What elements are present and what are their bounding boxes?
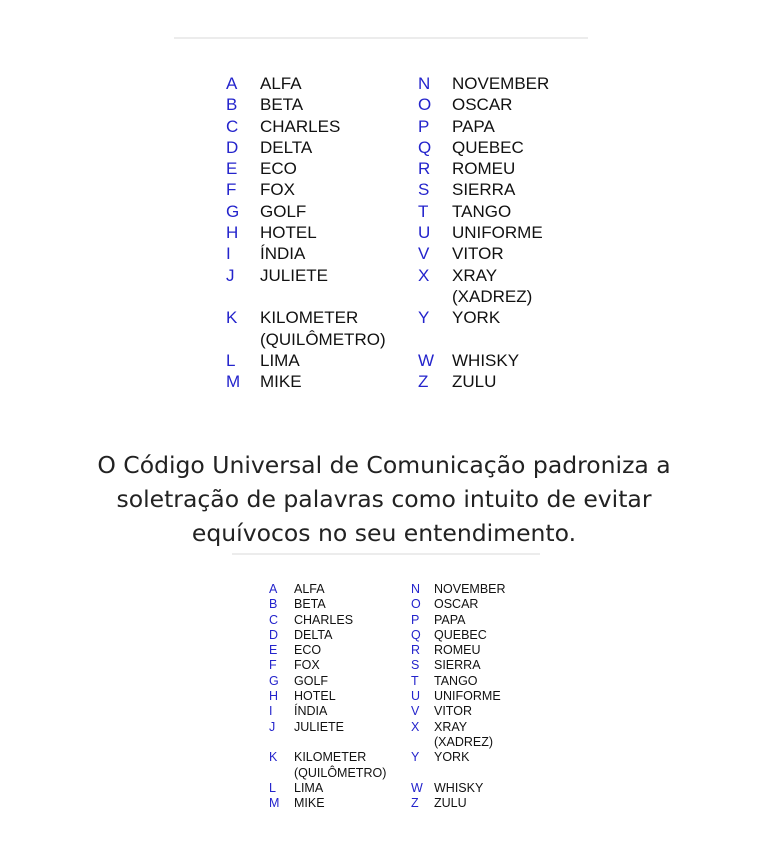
alphabet-right-word: SIERRA bbox=[434, 658, 481, 673]
alphabet-right-letter: U bbox=[418, 223, 431, 243]
alphabet-left-letter: H bbox=[226, 223, 239, 243]
alphabet-left-letter: E bbox=[226, 159, 238, 179]
alphabet-right-word: (XADREZ) bbox=[452, 286, 533, 306]
alphabet-left-letter: C bbox=[269, 612, 279, 627]
alphabet-right-letter: R bbox=[418, 159, 431, 179]
alphabet-right-word: NOVEMBER bbox=[452, 74, 550, 93]
alphabet-left-word: ALFA bbox=[294, 582, 325, 596]
alphabet-left-letter: D bbox=[269, 627, 279, 642]
alphabet-left-word: GOLF bbox=[260, 201, 307, 221]
alphabet-right-letter: N bbox=[411, 582, 421, 596]
alphabet-left-letter bbox=[226, 329, 260, 350]
alphabet-right-word: YORK bbox=[452, 308, 501, 328]
alphabet-left-word: LIMA bbox=[294, 780, 324, 795]
alphabet-left-word: MIKE bbox=[260, 372, 302, 392]
alphabet-right-letter: S bbox=[418, 180, 430, 200]
alphabet-left-word: JULIETE bbox=[294, 719, 345, 734]
alphabet-left-word bbox=[260, 286, 418, 307]
caption-line-2: soletração de palavras como intuito de evitar bbox=[116, 485, 652, 513]
alphabet-right-letter bbox=[411, 735, 434, 750]
alphabet-left-word: DELTA bbox=[260, 137, 313, 157]
alphabet-right-word: XRAY bbox=[452, 265, 498, 285]
alphabet-left-word: BETA bbox=[260, 95, 304, 115]
alphabet-right-word: VITOR bbox=[434, 704, 472, 719]
alphabet-left-letter: D bbox=[226, 137, 239, 157]
alphabet-right-letter: U bbox=[411, 689, 421, 704]
alphabet-left-letter: M bbox=[226, 372, 241, 392]
alphabet-left-letter: E bbox=[269, 643, 278, 658]
alphabet-left-letter bbox=[226, 286, 260, 307]
alphabet-right-word: UNIFORME bbox=[434, 689, 501, 704]
alphabet-right-word: ZULU bbox=[452, 372, 497, 392]
alphabet-right-word: YORK bbox=[434, 750, 470, 765]
alphabet-left-letter: F bbox=[226, 180, 237, 200]
alphabet-left-word: KILOMETER bbox=[260, 308, 359, 328]
alphabet-right-word: (XADREZ) bbox=[434, 734, 494, 749]
alphabet-right-letter: X bbox=[418, 265, 430, 285]
alphabet-right-letter: N bbox=[418, 74, 431, 93]
alphabet-right-letter: Y bbox=[418, 308, 430, 328]
alphabet-left-letter: I bbox=[226, 244, 231, 264]
alphabet-right-word: PAPA bbox=[434, 612, 466, 627]
alphabet-right-word: ZULU bbox=[434, 796, 467, 811]
alphabet-left-word: KILOMETER bbox=[294, 750, 367, 765]
alphabet-right-word: WHISKY bbox=[452, 350, 520, 370]
alphabet-right-word bbox=[452, 329, 602, 350]
alphabet-left-word: LIMA bbox=[260, 350, 300, 370]
caption-text bbox=[0, 448, 768, 550]
alphabet-left-word: ECO bbox=[260, 159, 297, 179]
alphabet-right-letter: P bbox=[418, 116, 430, 136]
alphabet-left-letter: B bbox=[269, 597, 278, 612]
alphabet-left-letter: B bbox=[226, 95, 238, 115]
alphabet-left-letter: I bbox=[269, 704, 273, 719]
alphabet-right-letter: Q bbox=[418, 137, 432, 157]
alphabet-right-letter: W bbox=[418, 350, 435, 370]
alphabet-left-word: ALFA bbox=[260, 74, 302, 93]
alphabet-right-letter: Z bbox=[411, 796, 419, 811]
alphabet-left-letter bbox=[269, 766, 294, 781]
alphabet-right-word bbox=[434, 766, 544, 781]
alphabet-right-word: SIERRA bbox=[452, 180, 516, 200]
alphabet-left-word: FOX bbox=[260, 180, 295, 200]
alphabet-left-word bbox=[294, 735, 411, 750]
alphabet-left-letter: J bbox=[269, 719, 276, 734]
alphabet-right-letter: R bbox=[411, 643, 421, 658]
phonetic-alphabet-table-small bbox=[269, 582, 544, 811]
alphabet-left-word: DELTA bbox=[294, 627, 333, 642]
alphabet-right-letter: Q bbox=[411, 627, 421, 642]
alphabet-right-letter: T bbox=[411, 673, 419, 688]
alphabet-left-word: GOLF bbox=[294, 673, 329, 688]
alphabet-left-word: (QUILÔMETRO) bbox=[260, 329, 386, 349]
alphabet-right-letter: S bbox=[411, 658, 420, 673]
alphabet-left-letter: K bbox=[226, 308, 238, 328]
alphabet-right-letter: T bbox=[418, 201, 429, 221]
alphabet-right-letter: O bbox=[411, 597, 421, 612]
alphabet-left-letter: K bbox=[269, 750, 278, 765]
alphabet-left-word: HOTEL bbox=[294, 689, 336, 704]
alphabet-right-letter bbox=[418, 329, 452, 350]
alphabet-right-word: PAPA bbox=[452, 116, 495, 136]
alphabet-left-word: ÍNDIA bbox=[294, 704, 328, 719]
alphabet-right-word: ROMEU bbox=[452, 159, 516, 179]
alphabet-right-word: QUEBEC bbox=[434, 627, 487, 642]
alphabet-left-letter: H bbox=[269, 689, 279, 704]
alphabet-left-word: CHARLES bbox=[294, 612, 354, 627]
alphabet-right-word: QUEBEC bbox=[452, 137, 524, 157]
alphabet-right-letter: W bbox=[411, 780, 423, 795]
alphabet-right-word: OSCAR bbox=[452, 95, 513, 115]
top-divider bbox=[174, 37, 588, 39]
alphabet-left-word: HOTEL bbox=[260, 223, 317, 243]
alphabet-left-letter: G bbox=[226, 201, 240, 221]
alphabet-right-letter: P bbox=[411, 612, 420, 627]
alphabet-left-word: CHARLES bbox=[260, 116, 341, 136]
alphabet-left-letter: M bbox=[269, 796, 280, 811]
alphabet-right-letter bbox=[411, 766, 434, 781]
alphabet-left-word: JULIETE bbox=[260, 265, 329, 285]
alphabet-right-word: TANGO bbox=[452, 201, 512, 221]
alphabet-left-letter: F bbox=[269, 658, 277, 673]
alphabet-left-letter: A bbox=[226, 74, 238, 93]
caption-line-3: equívocos no seu entendimento. bbox=[191, 519, 577, 547]
alphabet-right-letter: X bbox=[411, 719, 420, 734]
alphabet-right-word: XRAY bbox=[434, 719, 468, 734]
alphabet-left-word: (QUILÔMETRO) bbox=[294, 765, 387, 780]
alphabet-right-letter: O bbox=[418, 95, 432, 115]
alphabet-left-letter: J bbox=[226, 265, 235, 285]
alphabet-right-word: UNIFORME bbox=[452, 223, 543, 243]
alphabet-left-word: BETA bbox=[294, 597, 326, 612]
alphabet-right-letter: V bbox=[411, 704, 420, 719]
caption-line-1: O Código Universal de Comunicação padroniza a bbox=[97, 451, 671, 479]
alphabet-right-word: OSCAR bbox=[434, 597, 479, 612]
alphabet-left-word: ECO bbox=[294, 643, 322, 658]
alphabet-right-letter: V bbox=[418, 244, 430, 264]
alphabet-left-word: MIKE bbox=[294, 796, 325, 811]
alphabet-right-letter: Z bbox=[418, 372, 429, 392]
alphabet-left-letter: G bbox=[269, 673, 279, 688]
alphabet-right-letter bbox=[418, 286, 452, 307]
alphabet-right-word: WHISKY bbox=[434, 780, 484, 795]
alphabet-left-letter: L bbox=[269, 780, 276, 795]
alphabet-left-word: FOX bbox=[294, 658, 320, 673]
alphabet-left-word: ÍNDIA bbox=[260, 244, 306, 264]
alphabet-right-word: VITOR bbox=[452, 244, 504, 264]
alphabet-right-word: NOVEMBER bbox=[434, 582, 506, 596]
alphabet-right-letter: Y bbox=[411, 750, 420, 765]
alphabet-left-letter bbox=[269, 735, 294, 750]
alphabet-right-word: ROMEU bbox=[434, 643, 481, 658]
alphabet-right-word: TANGO bbox=[434, 673, 478, 688]
middle-divider bbox=[232, 553, 540, 555]
alphabet-left-letter: A bbox=[269, 582, 278, 596]
phonetic-alphabet-table-large bbox=[226, 73, 602, 392]
alphabet-left-letter: C bbox=[226, 116, 239, 136]
alphabet-left-letter: L bbox=[226, 350, 236, 370]
